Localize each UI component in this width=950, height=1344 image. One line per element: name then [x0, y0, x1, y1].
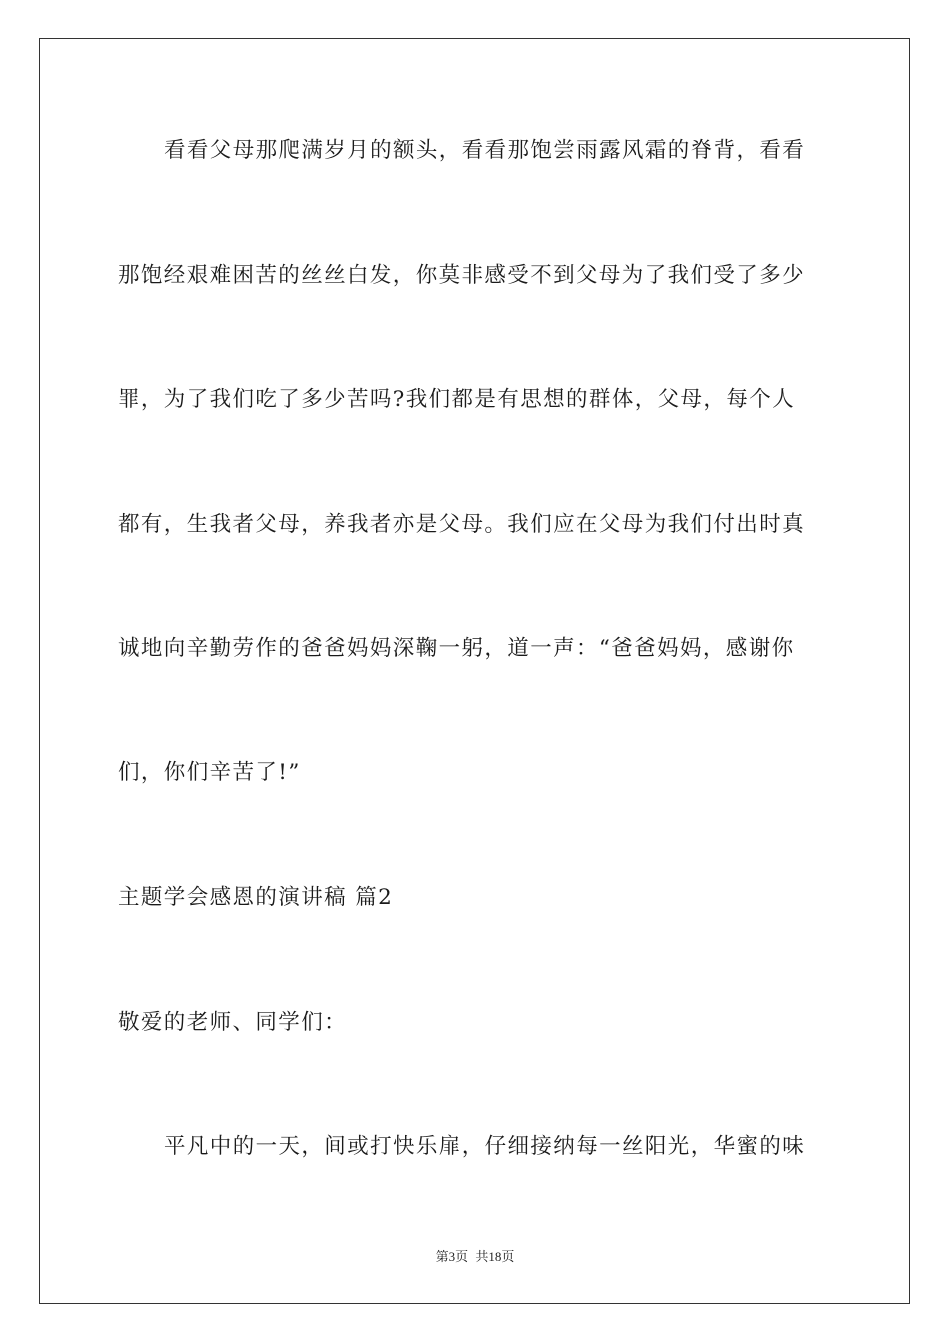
- paragraph-line-6: 们，你们辛苦了!”: [118, 760, 301, 785]
- page-number: 第3页: [435, 1249, 469, 1264]
- paragraph-line-3: 罪，为了我们吃了多少苦吗?我们都是有思想的群体，父母，每个人: [118, 387, 796, 412]
- page-total: 共18页: [475, 1249, 515, 1264]
- paragraph-line-1: 看看父母那爬满岁月的额头，看看那饱尝雨露风霜的脊背，看看: [164, 138, 806, 163]
- salutation: 敬爱的老师、同学们：: [118, 1010, 348, 1035]
- paragraph-line-4: 都有，生我者父母，养我者亦是父母。我们应在父母为我们付出时真: [118, 512, 806, 537]
- section-heading: 主题学会感恩的演讲稿 篇2: [118, 885, 394, 910]
- page-footer: [0, 1246, 950, 1265]
- paragraph-line-2: 那饱经艰难困苦的丝丝白发，你莫非感受不到父母为了我们受了多少: [118, 263, 806, 288]
- paragraph-line-7: 平凡中的一天，间或打快乐扉，仔细接纳每一丝阳光，华蜜的味: [164, 1134, 806, 1159]
- paragraph-line-5: 诚地向辛勤劳作的爸爸妈妈深鞠一躬，道一声：“爸爸妈妈，感谢你: [118, 636, 795, 661]
- page-border: [39, 38, 910, 1304]
